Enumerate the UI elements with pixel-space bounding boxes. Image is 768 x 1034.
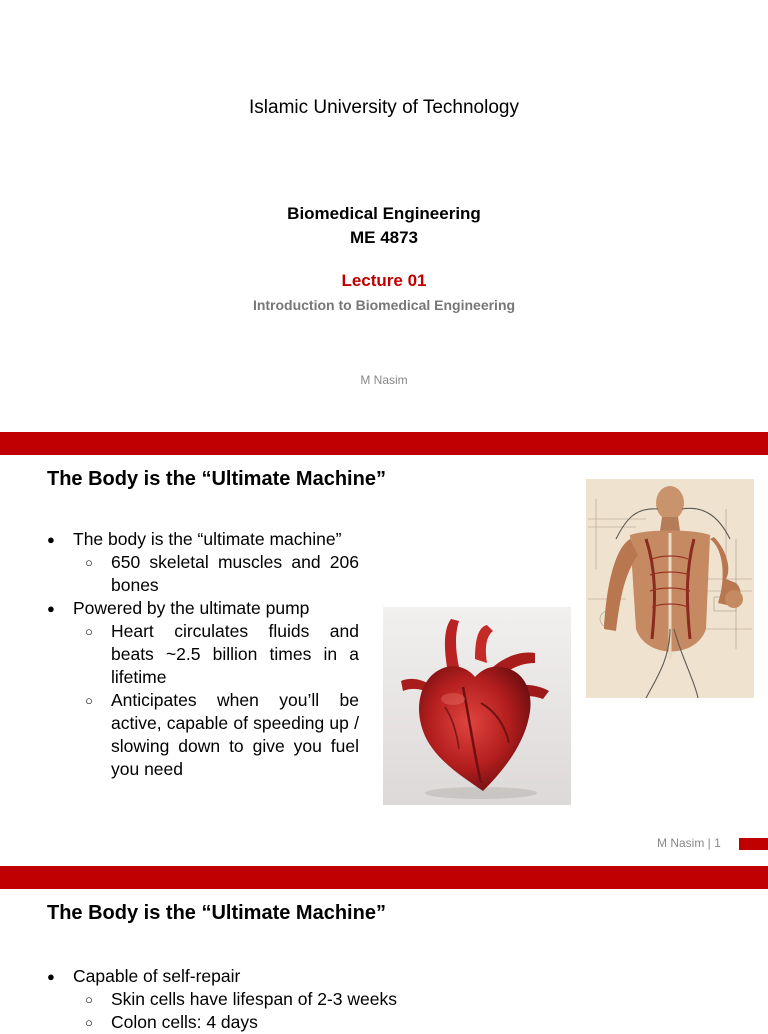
sub-bullet-item: ○ Anticipates when you’ll be active, capable of speeding up / slowing down to give you fuel you need — [73, 689, 359, 781]
sub-bullet-item: ○ Heart circulates fluids and beats ~2.5 billion times in a lifetime — [73, 620, 359, 689]
anatomy-illustration-icon — [586, 479, 754, 698]
sub-bullet-list — [73, 620, 359, 781]
slide-title: The Body is the “Ultimate Machine” — [47, 902, 386, 924]
course-code: ME 4873 — [349, 228, 419, 247]
bullet-text: The body is the “ultimate machine” — [73, 529, 342, 549]
bullet-item — [47, 597, 359, 781]
bullet-list — [47, 528, 359, 781]
content-slide — [0, 455, 768, 865]
bullet-item — [47, 528, 359, 597]
sub-bullet-item: ○ 650 skeletal muscles and 206 bones — [73, 551, 359, 597]
course-name: Biomedical Engineering — [287, 204, 481, 223]
bullet-text: Capable of self-repair — [73, 966, 241, 986]
author-name: M Nasim — [360, 373, 408, 387]
title-slide — [0, 0, 768, 432]
lecture-subtitle: Introduction to Biomedical Engineering — [252, 297, 516, 313]
footer-accent-tab — [739, 838, 768, 850]
sub-bullet-item: ○ Skin cells have lifespan of 2-3 weeks — [73, 988, 607, 1011]
anatomy-image — [586, 479, 754, 698]
bullet-text: Powered by the ultimate pump — [73, 598, 310, 618]
sub-bullet-list — [73, 551, 359, 597]
slide-divider-bar — [0, 866, 768, 889]
slide-title: The Body is the “Ultimate Machine” — [47, 468, 386, 490]
content-slide-next — [0, 889, 768, 1032]
slide-divider-bar — [0, 432, 768, 455]
heart-image — [383, 607, 571, 805]
course-heading — [0, 202, 768, 250]
sub-bullet-item: ○ Colon cells: 4 days — [73, 1011, 607, 1034]
lecture-number: Lecture 01 — [341, 271, 427, 290]
footer-author-page: M Nasim | 1 — [657, 836, 721, 850]
university-name: Islamic University of Technology — [249, 97, 519, 118]
sub-bullet-list — [73, 988, 607, 1034]
heart-illustration-icon — [383, 607, 571, 805]
